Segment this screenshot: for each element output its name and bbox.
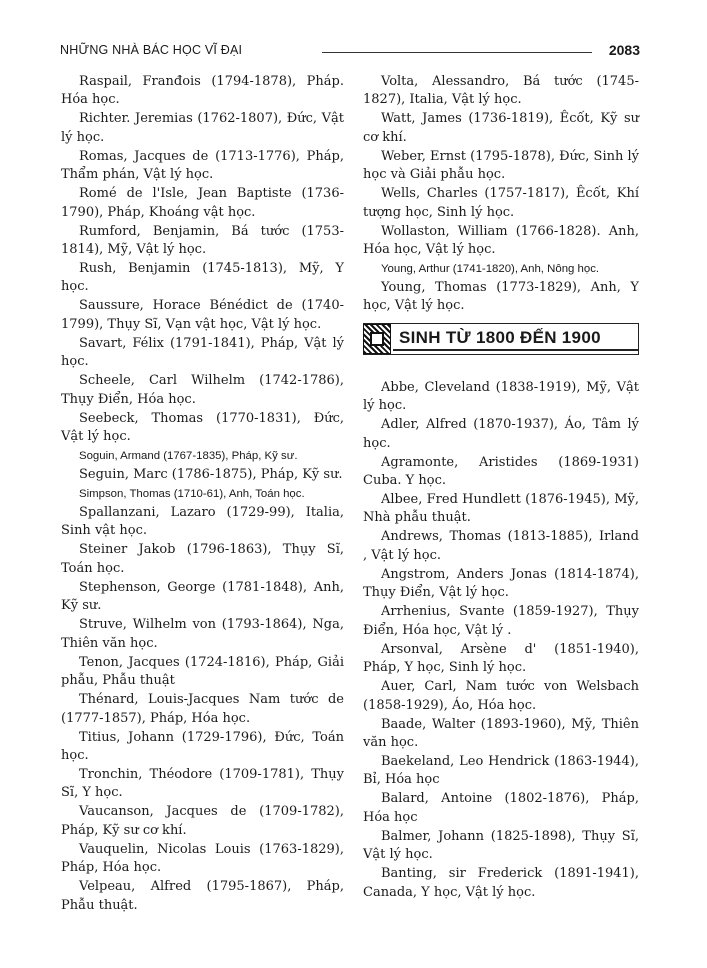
index-entry: Titius, Johann (1729-1796), Đức, Toán học. <box>61 729 344 763</box>
index-entry: Stephenson, George (1781-1848), Anh, Kỹ sư. <box>61 579 344 614</box>
index-entry: Young, Arthur (1741-1820), Anh, Nông học. <box>381 263 600 276</box>
index-entry: Vaucanson, Jacques de (1709-1782), Pháp, Kỹ sư cơ khí. <box>61 804 344 838</box>
index-entry: Andrews, Thomas (1813-1885), Irland , Vật lý học. <box>363 529 639 563</box>
right-column <box>363 73 639 903</box>
index-entry: Saussure, Horace Bénédict de (1740-1799), Thụy Sĩ, Vạn vật học, Vật lý học. <box>61 298 344 332</box>
index-entry: Savart, Félix (1791-1841), Pháp, Vật lý học. <box>61 335 344 370</box>
right-entries-bottom <box>363 379 639 902</box>
index-entry: Tronchin, Théodore (1709-1781), Thụy Sĩ, Y học. <box>61 766 344 801</box>
section-title: SINH TỪ 1800 ĐẾN 1900 <box>399 327 601 347</box>
index-entry: Seebeck, Thomas (1770-1831), Đức, Vật lý học. <box>61 410 344 445</box>
index-entry: Banting, sir Frederick (1891-1941), Canada, Y học, Vật lý học. <box>363 866 639 900</box>
index-entry: Abbe, Cleveland (1838-1919), Mỹ, Vật lý học. <box>363 379 639 414</box>
left-column <box>61 73 344 916</box>
index-entry: Romas, Jacques de (1713-1776), Pháp, Thẩm phán, Vật lý học. <box>61 148 344 183</box>
section-ornament-icon <box>363 324 391 354</box>
section-underline <box>393 349 638 351</box>
index-entry: Soguin, Armand (1767-1835), Pháp, Kỹ sư. <box>79 450 298 463</box>
index-entry: Tenon, Jacques (1724-1816), Pháp, Giải phẫu, Phẫu thuật <box>61 654 344 689</box>
index-entry: Wollaston, William (1766-1828). Anh, Hóa học, Vật lý học. <box>363 223 639 258</box>
index-entry: Angstrom, Anders Jonas (1814-1874), Thụy Điển, Vật lý học. <box>363 566 639 601</box>
index-entry: Richter. Jeremias (1762-1807), Đức, Vật lý học. <box>61 111 344 145</box>
right-entries-top <box>363 73 639 316</box>
index-entry: Steiner Jakob (1796-1863), Thụy Sĩ, Toán học. <box>61 542 344 576</box>
index-entry: Wells, Charles (1757-1817), Êcốt, Khí tượng học, Sinh lý học. <box>363 186 639 220</box>
section-heading <box>363 323 639 355</box>
page-header <box>60 43 640 65</box>
index-entry: Romé de l'Isle, Jean Baptiste (1736-1790), Pháp, Khoáng vật học. <box>61 186 344 220</box>
index-entry: Spallanzani, Lazaro (1729-99), Italia, Sinh vật học. <box>61 505 344 539</box>
index-entry: Baade, Walter (1893-1960), Mỹ, Thiên văn học. <box>363 716 639 750</box>
page-number: 2083 <box>608 42 640 58</box>
index-entry: Scheele, Carl Wilhelm (1742-1786), Thụy Điển, Hóa học. <box>61 373 344 407</box>
index-entry: Rumford, Benjamin, Bá tước (1753-1814), Mỹ, Vật lý học. <box>61 223 344 258</box>
index-entry: Arsonval, Arsène d' (1851-1940), Pháp, Y học, Sinh lý học. <box>363 641 639 676</box>
index-entry: Seguin, Marc (1786-1875), Pháp, Kỹ sư. <box>79 467 343 483</box>
index-entry: Auer, Carl, Nam tước von Welsbach (1858-1929), Áo, Hóa học. <box>363 679 639 713</box>
running-title: NHỮNG NHÀ BÁC HỌC VĨ ĐẠI <box>60 43 243 57</box>
index-entry: Volta, Alessandro, Bá tước (1745-1827), Italia, Vật lý học. <box>363 74 639 108</box>
index-entry: Balmer, Johann (1825-1898), Thụy Sĩ, Vật lý học. <box>363 828 639 863</box>
index-entry: Agramonte, Aristides (1869-1931) Cuba. Y học. <box>363 454 639 489</box>
index-entry: Watt, James (1736-1819), Êcốt, Kỹ sư cơ khí. <box>363 111 639 145</box>
index-entry: Young, Thomas (1773-1829), Anh, Y học, Vật lý học. <box>363 280 639 314</box>
index-entry: Adler, Alfred (1870-1937), Áo, Tâm lý học. <box>363 417 639 451</box>
header-rule <box>322 52 592 53</box>
index-entry: Albee, Fred Hundlett (1876-1945), Mỹ, Nhà phẫu thuật. <box>363 492 639 526</box>
index-entry: Balard, Antoine (1802-1876), Pháp, Hóa học <box>363 791 639 825</box>
index-entry: Rush, Benjamin (1745-1813), Mỹ, Y học. <box>61 261 344 295</box>
index-entry: Raspail, Franđois (1794-1878), Pháp. Hóa học. <box>61 74 344 108</box>
index-entry: Baekeland, Leo Hendrick (1863-1944), Bỉ, Hóa học <box>363 753 639 788</box>
index-entry: Thénard, Louis-Jacques Nam tước de (1777-1857), Pháp, Hóa học. <box>61 692 344 726</box>
index-entry: Arrhenius, Svante (1859-1927), Thụy Điển, Hóa học, Vật lý . <box>363 604 639 638</box>
index-entry: Struve, Wilhelm von (1793-1864), Nga, Thiên văn học. <box>61 617 344 651</box>
index-entry: Velpeau, Alfred (1795-1867), Pháp, Phẫu thuật. <box>61 879 344 913</box>
index-entry: Weber, Ernst (1795-1878), Đức, Sinh lý học và Giải phẫu học. <box>363 148 639 183</box>
index-entry: Simpson, Thomas (1710-61), Anh, Toán học. <box>79 488 305 501</box>
index-entry: Vauquelin, Nicolas Louis (1763-1829), Pháp, Hóa học. <box>61 841 344 876</box>
